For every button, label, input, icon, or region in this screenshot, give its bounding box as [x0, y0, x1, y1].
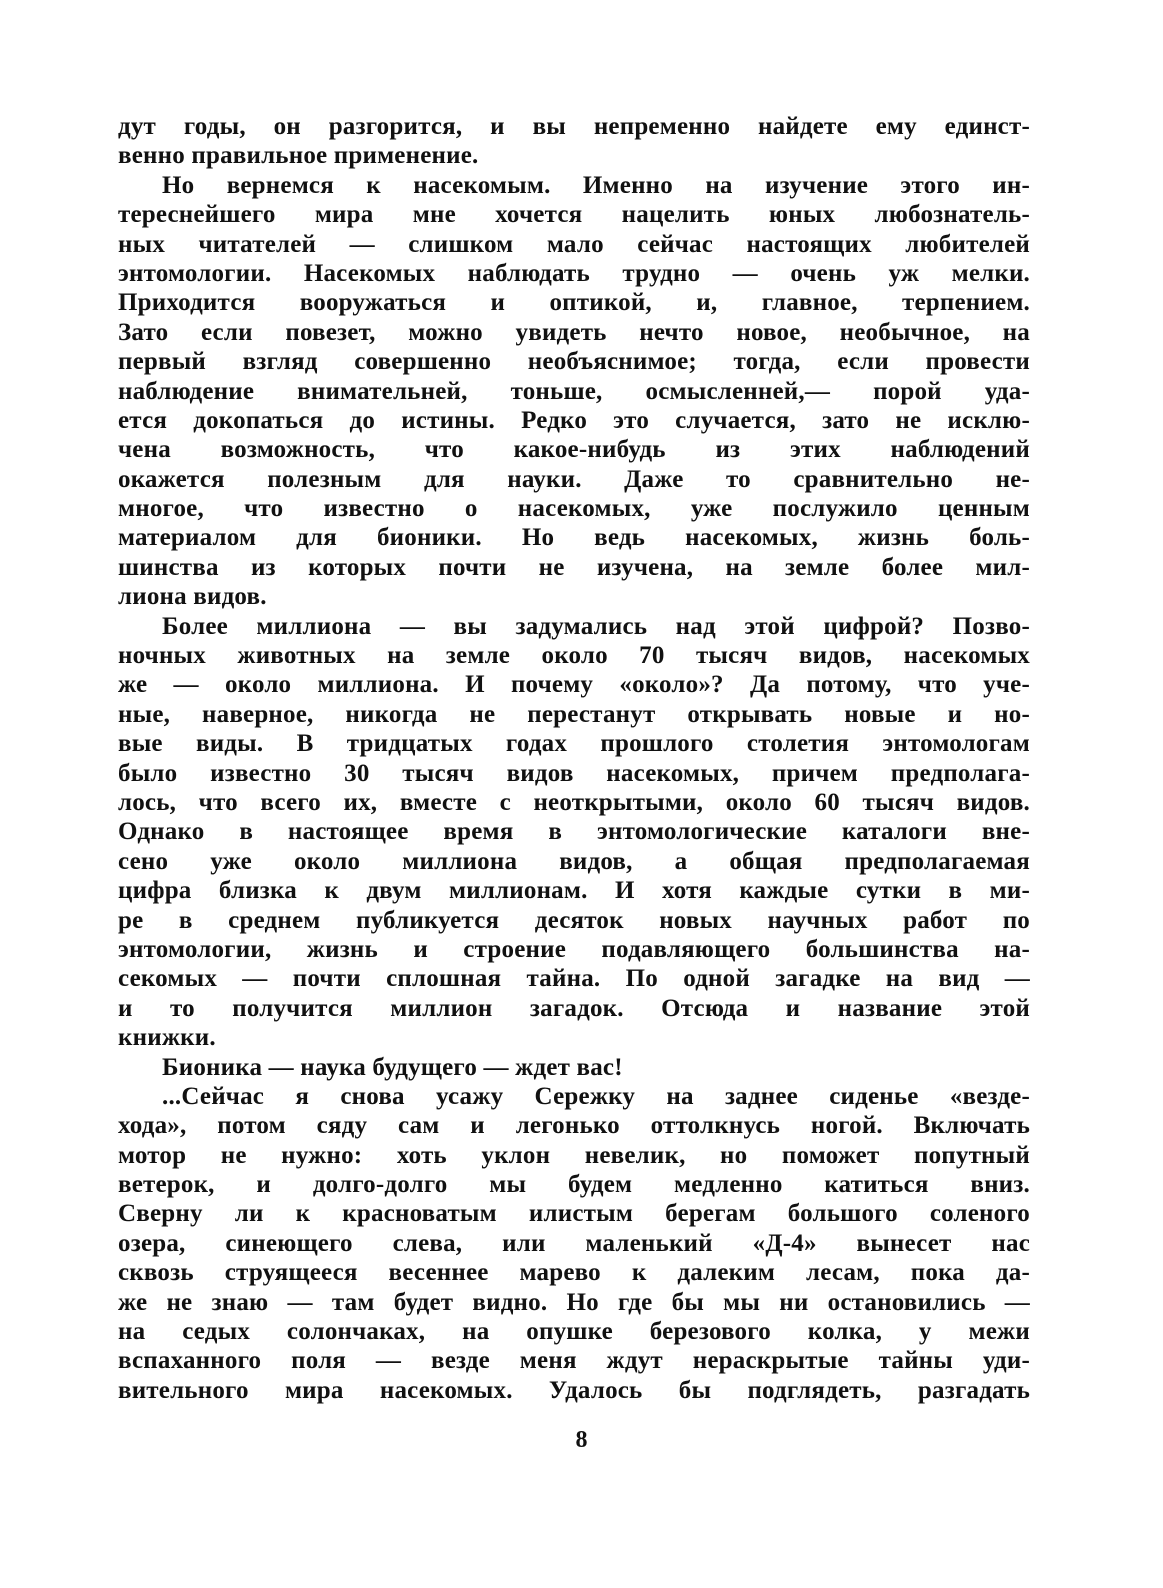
- text-line: было известно 30 тысяч видов насекомых, причем предполага-: [118, 759, 1030, 787]
- text-line: Зато если повезет, можно увидеть нечто новое, необычное, на: [118, 318, 1030, 346]
- text-line: материалом для бионики. Но ведь насекомых, жизнь боль-: [118, 524, 1030, 552]
- text-line: наблюдение внимательней, тоньше, осмысленней,— порой уда-: [118, 377, 1030, 405]
- text-line: ...Сейчас я снова усажу Сережку на заднее сиденье «везде-: [162, 1082, 1030, 1110]
- text-line: секомых — почти сплошная тайна. По одной загадке на вид —: [118, 965, 1030, 993]
- text-line: чена возможность, что какое-нибудь из этих наблюдений: [118, 436, 1030, 464]
- text-line: тереснейшего мира мне хочется нацелить юных любознатель-: [118, 201, 1030, 229]
- text-line: же — около миллиона. И почему «около»? Да потому, что уче-: [118, 671, 1030, 699]
- text-line: Более миллиона — вы задумались над этой цифрой? Позво-: [162, 612, 1030, 640]
- text-line: озера, синеющего слева, или маленький «Д-4» вынесет нас: [118, 1229, 1030, 1257]
- text-line: дут годы, он разгорится, и вы непременно найдете ему единст-: [118, 113, 1030, 140]
- text-line: вые виды. В тридцатых годах прошлого столетия энтомологам: [118, 730, 1030, 758]
- text-line: окажется полезным для науки. Даже то сравнительно не-: [118, 465, 1030, 493]
- text-line: книжки.: [118, 1024, 216, 1052]
- text-line: Однако в настоящее время в энтомологические каталоги вне-: [118, 818, 1030, 846]
- text-line: энтомологии, жизнь и строение подавляющего большинства на-: [118, 935, 1030, 963]
- text-line: энтомологии. Насекомых наблюдать трудно — очень уж мелки.: [118, 259, 1030, 287]
- text-line: шинства из которых почти не изучена, на земле более мил-: [118, 553, 1030, 581]
- text-line: лиона видов.: [118, 583, 267, 611]
- text-line: сено уже около миллиона видов, а общая предполагаемая: [118, 847, 1030, 875]
- text-line: мотор не нужно: хоть уклон невелик, но поможет попутный: [118, 1141, 1030, 1169]
- text-line: хода», потом сяду сам и легонько оттолкнусь ногой. Включать: [118, 1112, 1030, 1140]
- body-text: [118, 112, 1030, 1405]
- text-line: Приходится вооружаться и оптикой, и, главное, терпением.: [118, 289, 1030, 317]
- text-line: на седых солончаках, на опушке березового колка, у межи: [118, 1318, 1030, 1346]
- text-line: и то получится миллион загадок. Отсюда и название этой: [118, 994, 1030, 1022]
- text-line: ные, наверное, никогда не перестанут открывать новые и но-: [118, 700, 1030, 728]
- text-line: вспаханного поля — везде меня ждут нераскрытые тайны уди-: [118, 1347, 1030, 1375]
- text-line: цифра близка к двум миллионам. И хотя каждые сутки в ми-: [118, 877, 1030, 905]
- text-line: Но вернемся к насекомым. Именно на изучение этого ин-: [162, 171, 1030, 199]
- text-line: первый взгляд совершенно необъяснимое; тогда, если провести: [118, 348, 1030, 376]
- text-line: ночных животных на земле около 70 тысяч видов, насекомых: [118, 642, 1030, 670]
- text-line: же не знаю — там будет видно. Но где бы мы ни остановились —: [118, 1288, 1030, 1316]
- text-line: венно правильное применение.: [118, 142, 479, 170]
- text-line: ре в среднем публикуется десяток новых научных работ по: [118, 906, 1030, 934]
- text-line: ных читателей — слишком мало сейчас настоящих любителей: [118, 230, 1030, 258]
- text-line: Бионика — наука будущего — ждет вас!: [162, 1053, 623, 1081]
- text-line: лось, что всего их, вместе с неоткрытыми, около 60 тысяч видов.: [118, 788, 1030, 816]
- page-number: 8: [575, 1427, 588, 1453]
- text-line: многое, что известно о насекомых, уже послужило ценным: [118, 495, 1030, 523]
- text-line: ется докопаться до истины. Редко это случается, зато не исклю-: [118, 406, 1030, 434]
- text-line: вительного мира насекомых. Удалось бы подглядеть, разгадать: [118, 1376, 1030, 1404]
- text-line: ветерок, и долго-долго мы будем медленно катиться вниз.: [118, 1171, 1030, 1199]
- text-line: сквозь струящееся весеннее марево к далеким лесам, пока да-: [118, 1259, 1030, 1287]
- text-line: Сверну ли к красноватым илистым берегам большого соленого: [118, 1200, 1030, 1228]
